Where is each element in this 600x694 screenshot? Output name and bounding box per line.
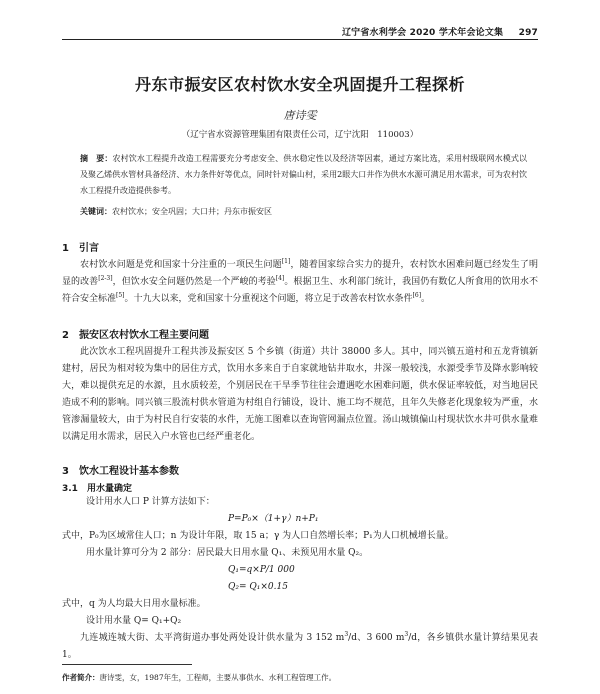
subsection-heading-water: 3.1 用水量确定 xyxy=(62,484,132,494)
keywords xyxy=(80,205,527,219)
journal-name: 辽宁省水利学会 2020 学术年会论文集 xyxy=(341,28,504,38)
keywords-text: 农村饮水；安全巩固；大口井；丹东市振安区 xyxy=(112,207,272,216)
section-heading-intro: 1 引言 xyxy=(62,243,99,254)
author-footnote xyxy=(62,672,336,683)
running-header xyxy=(342,25,538,38)
abstract-label: 摘 要： xyxy=(80,154,113,163)
water-result-paragraph: 九连城连城大街、太平湾街道办事处两处设计供水量为 3 152 $m^3/d$、3 600 $m^3/d$，各乡镇供水量计算结果见表 1。 xyxy=(62,631,538,660)
footnote-text: 唐诗雯，女，1987年生，工程师，主要从事供水、水利工程管理工作。 xyxy=(99,673,337,682)
paper-title: 丹东市振安区农村饮水安全巩固提升工程探析 xyxy=(134,75,465,94)
keywords-label: 关键词： xyxy=(80,207,112,216)
citation-2: [2-3] xyxy=(98,275,113,282)
footnote-rule xyxy=(62,664,192,665)
section-heading-problems: 2 振安区农村饮水工程主要问题 xyxy=(62,330,209,341)
author-affiliation: （辽宁省水资源管理集团有限责任公司，辽宁沈阳 110003） xyxy=(181,130,419,140)
section-heading-design: 3 饮水工程设计基本参数 xyxy=(62,466,179,477)
citation-4: [5] xyxy=(116,292,125,299)
citation-1: [1] xyxy=(281,258,291,265)
formula-definitions: 式中，P₀为区域常住人口；n 为设计年限，取 15 a；γ 为人口自然增长率；P₁为人口机械增长量。 xyxy=(62,531,454,541)
abstract xyxy=(80,151,527,199)
footnote-label: 作者简介： xyxy=(62,673,100,682)
header-rule xyxy=(62,39,538,40)
abstract-text: 农村饮水工程提升改造工程需要充分考虑安全、供水稳定性以及经济等因素，通过方案比选，采用村级联网水模式以及聚乙烯供水管材具备经济、水力条件好等优点，同时针对偏山村，采用2眼大口井作为供水水源可满足用水需求，可为农村饮水工程提升改造提供参考。 xyxy=(80,154,528,195)
author-name: 唐诗雯 xyxy=(283,109,317,122)
page-number: 297 xyxy=(518,28,538,38)
equation-q2: Q₂= Q₁×0.15 xyxy=(228,582,288,592)
population-formula: P=P₀×（1+γ）n+P₁ xyxy=(228,514,319,524)
citation-5: [6] xyxy=(412,292,422,299)
water-parts-intro: 用水量计算可分为 2 部分：居民最大日用水量 Q₁、未预见用水量 Q₂。 xyxy=(86,548,369,558)
equation-q1: Q₁=q×P/1 000 xyxy=(228,565,295,575)
formula-intro: 设计用水人口 P 计算方法如下： xyxy=(86,497,215,507)
intro-paragraph: 农村饮水问题是党和国家十分注重的一项民生问题[1]，随着国家综合实力的提升，农村饮水困难问题已经发生了明显的改善[2-3]，但饮水安全问题仍然是一个严峻的考验[4]。根据卫生、水利部门统计，我国仍有数亿人所食用的饮用水不符合安全标准[5]。十九大以来，党和国家十分重视这个问题，将立足于改善农村饮水条件[6]。 xyxy=(62,258,538,304)
citation-3: [4] xyxy=(275,275,285,282)
total-water-equation: 设计用水量 Q= Q₁+Q₂ xyxy=(86,616,182,626)
q-definition: 式中，q 为人均最大日用水量标准。 xyxy=(62,599,206,609)
problems-paragraph: 此次饮水工程巩固提升工程共涉及振安区 5 个乡镇（街道）共计 38000 多人。其中，同兴镇五道村和五龙背镇新建村，居民为相对较为集中的居住方式，饮用水多来自于自家就地钻井取水，井深一般较浅，水源受季节及降水影响较大，难以提供充足的水源，且水质较差，个别居民在干旱季节往往会遭遇吃水困难问题，供水保证率较低，对当地居民造成不利的影响。同兴镇三股流村供水管道为村组自行铺设，设计、施工均不规范，且年久失修老化现象较为严重，水管渗漏量较大，由于为村民自行安装的水件，无施工图难以查询管网漏点位置。汤山城镇偏山村现状饮水井可供水量难以满足用水需求，居民入户水管也已经严重老化。 xyxy=(62,347,538,442)
